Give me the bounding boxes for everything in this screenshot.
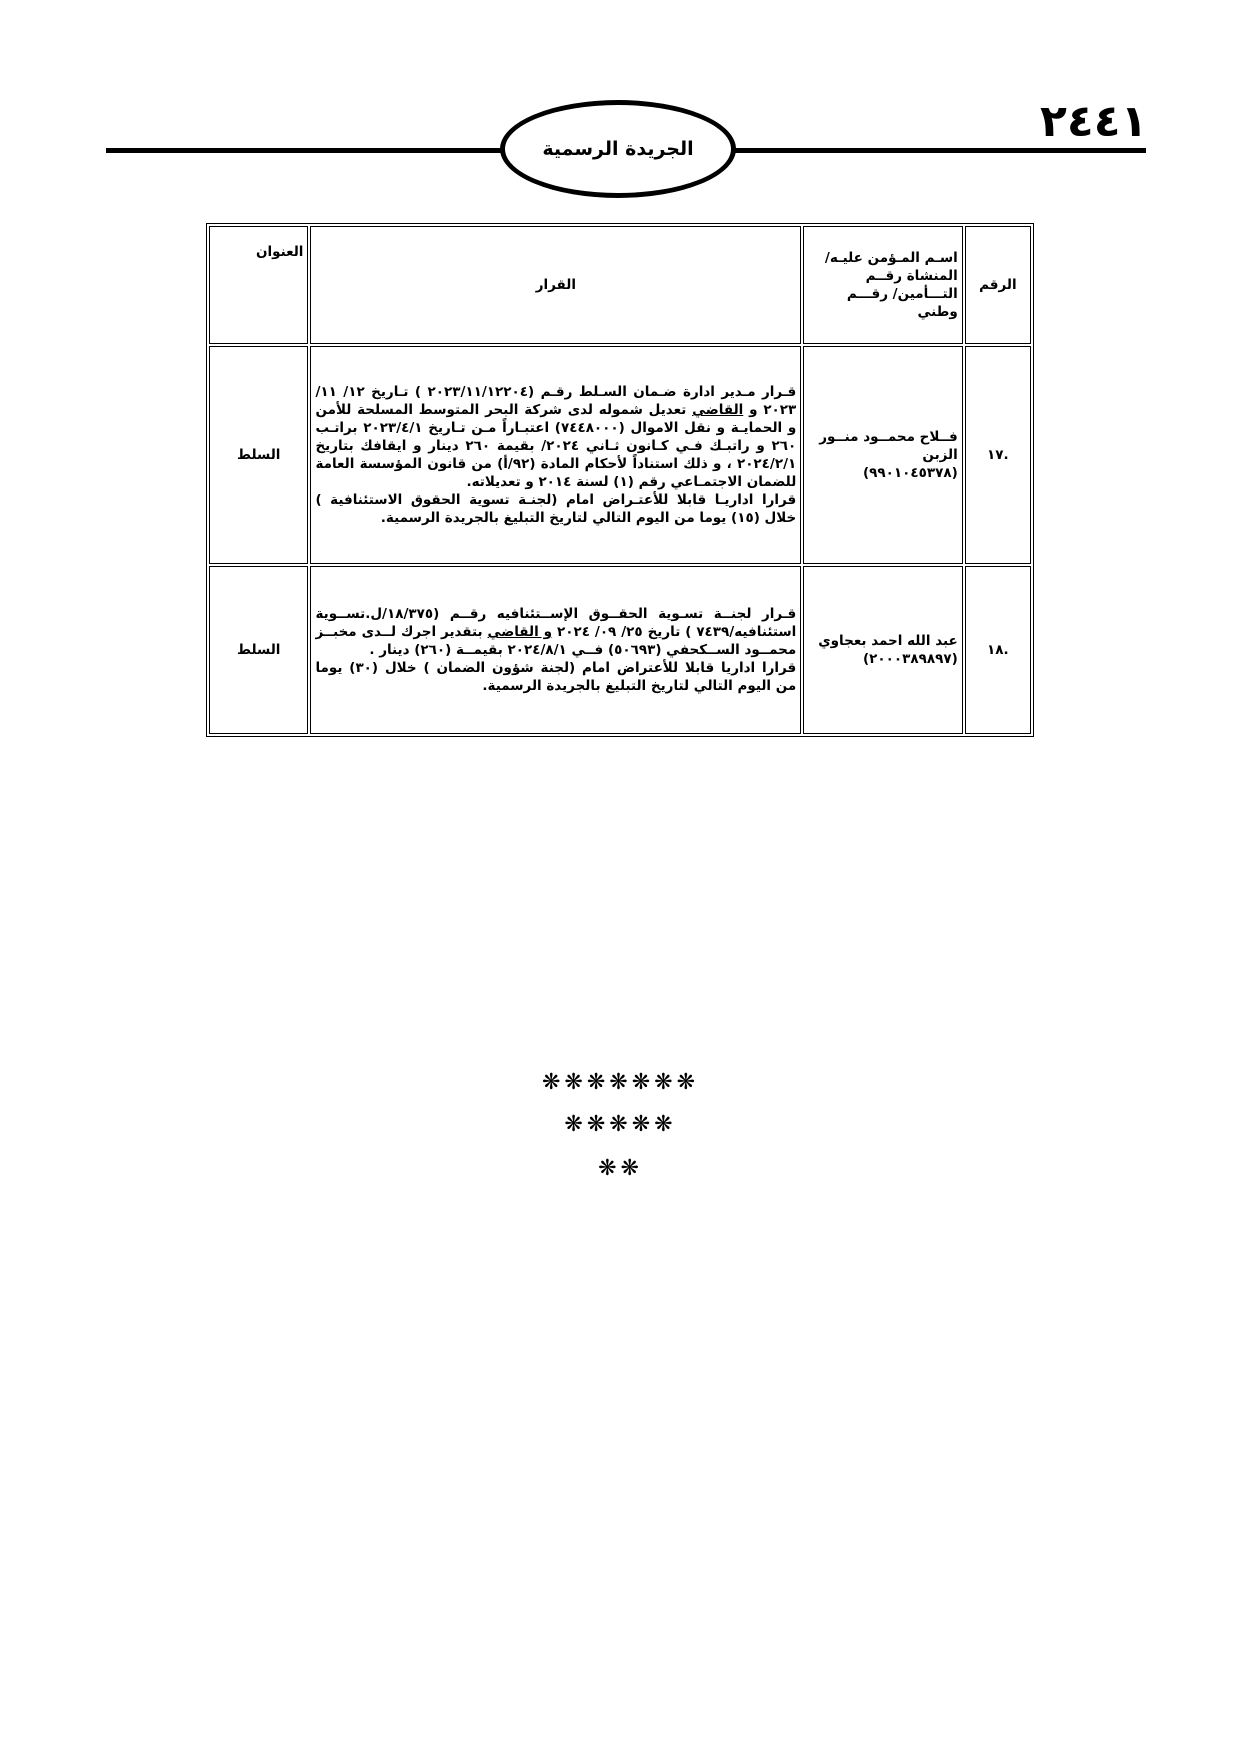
end-ornament-line-1: ❋❋❋❋❋❋❋ [541, 1070, 700, 1095]
decision-text-part: بتقدير اجرك لــدى مخبــز محمــود الســكحفي (٥٠٦٩٣) فــي ٢٠٢٤/٨/١ بقيمــة (٢٦٠) دينار . [315, 624, 797, 658]
decision-text-part: تعديل شموله لدى شركة البحر المتوسط المسلحة للأمن و الحمايـة و نقل الاموال (٧٤٤٨٠٠٠) اعتبـاراً مـن تـاريخ ٢٠٢٣/٤/١ براتـب ٢٦٠ و راتبـك فـي كـانون ثـاني ٢٠٢٤/ بقيمة ٢٦٠ دينار و ايقافك بتاريخ ٢٠٢٤/٢/١ ، و ذلك استناداً لأحكام المادة (٩٢/أ) من قانون المؤسسة العامة للضمان الاجتمـاعي رقم (١) لسنة ٢٠١٤ و تعديلاته. [315, 402, 797, 490]
column-header-decision: القرار [310, 226, 801, 344]
insured-cell [803, 566, 962, 734]
decision-cell [310, 566, 801, 734]
address-cell: السلط [209, 346, 308, 564]
decision-cell [310, 346, 801, 564]
publication-title-oval [500, 100, 736, 198]
table-header-row [209, 226, 1031, 344]
insured-name: فــلاح محمــود منــور الزبن [819, 429, 958, 463]
objection-note: قرارا اداريـا قابلا للأعتـراض امام (لجنـة تسوية الحقوق الاستئنافية ) خلال (١٥) يوما من اليوم التالي لتاريخ التبليغ بالجريدة الرسمية. [315, 492, 797, 526]
table-row [209, 346, 1031, 564]
table-row [209, 566, 1031, 734]
publication-title: الجريدة الرسمية [542, 138, 694, 160]
decision-underlined-term: و القاضي [487, 624, 553, 640]
row-number: .١٨ [965, 566, 1031, 734]
end-ornament-line-2: ❋❋❋❋❋ [564, 1112, 677, 1137]
page-number: ٢٤٤١ [1040, 96, 1148, 147]
decision-text-part: قـرار لجنــة تسـوية الحقــوق الإســتئنافيه رقــم (١٨/٣٧٥/ل.تســوية استئنافيه/٧٤٣٩ ) تاريخ ٢٥/ ٠٩/ ٢٠٢٤ [315, 606, 797, 640]
column-header-address: العنوان [209, 226, 308, 344]
address-cell: السلط [209, 566, 308, 734]
insured-id: (٩٩٠١٠٤٥٣٧٨) [862, 465, 958, 481]
decision-text [315, 605, 796, 659]
decision-underlined-term: القاضي [692, 402, 744, 418]
column-header-number: الرقم [965, 226, 1031, 344]
decisions-table [206, 223, 1034, 737]
row-number: .١٧ [965, 346, 1031, 564]
insured-name: عبد الله احمد بعجاوي [818, 633, 958, 649]
objection-note: قرارا اداريا قابلا للأعتراض امام (لجنة شؤون الضمان ) خلال (٣٠) يوما من اليوم التالي لتاريخ التبليغ بالجريدة الرسمية. [315, 660, 797, 694]
column-header-insured-name: اسـم المـؤمن عليـه/ المنشاة رقــم التـــأمين/ رقـــم وطني [803, 226, 962, 344]
end-ornament-line-3: ❋❋ [598, 1156, 643, 1181]
insured-id: (٢٠٠٠٣٨٩٨٩٧) [862, 651, 958, 667]
decision-text [315, 383, 796, 491]
decision-text-part: قـرار مـدير ادارة ضـمان السـلط رقـم (٢٠٢٣/١١/١٢٢٠٤ ) تـاريخ ١٢/ ١١/ ٢٠٢٣ و [315, 384, 797, 418]
insured-cell [803, 346, 962, 564]
